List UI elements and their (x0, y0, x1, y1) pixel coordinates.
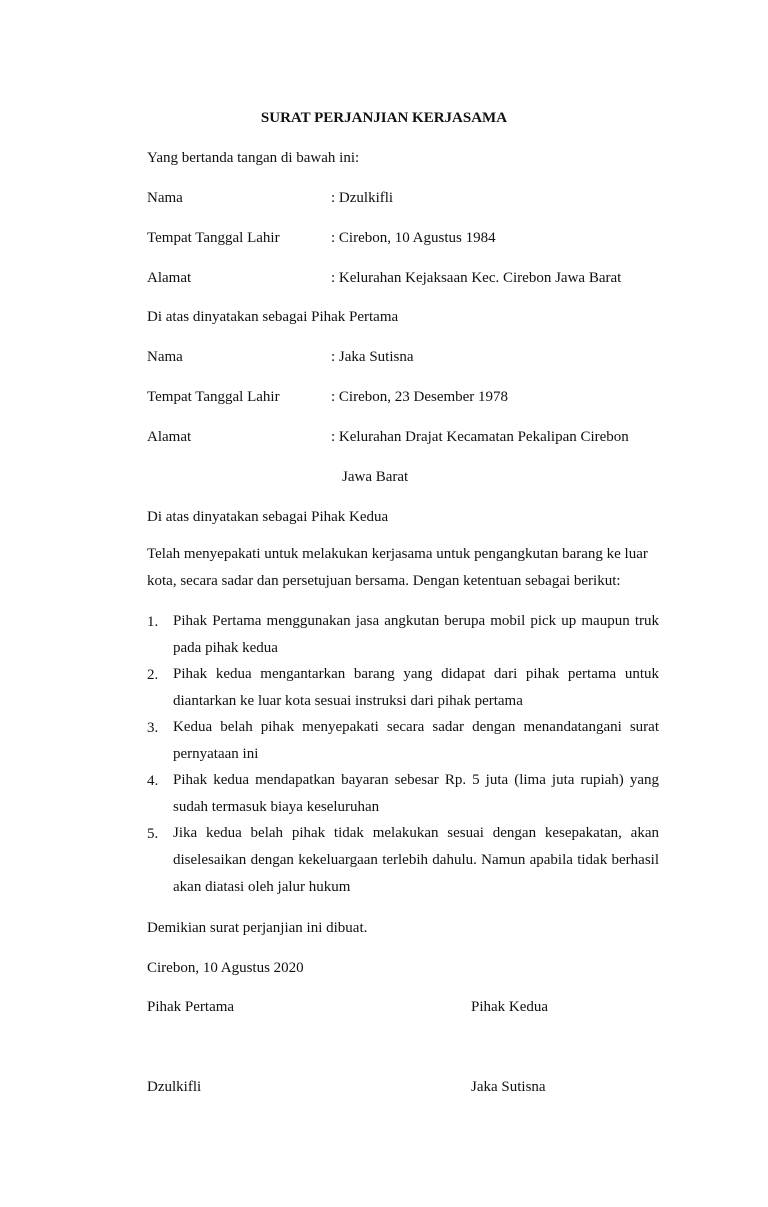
term-5-number: 5. (147, 826, 159, 842)
document-title: SURAT PERJANJIAN KERJASAMA (260, 110, 508, 126)
signature-left-role: Pihak Pertama (147, 999, 235, 1015)
party2-statement: Di atas dinyatakan sebagai Pihak Kedua (147, 509, 389, 525)
term-3-number: 3. (147, 720, 159, 736)
agreement-intro: Telah menyepakati untuk melakukan kerjasama untuk pengangkutan barang ke luar kota, secara sadar dan persetujuan bersama. Dengan ketentuan sebagai berikut: (147, 546, 648, 589)
signature-right-role: Pihak Kedua (471, 999, 549, 1015)
term-4-number: 4. (147, 773, 159, 789)
party2-address-label: Alamat (147, 429, 192, 445)
party1-address-value: : Kelurahan Kejaksaan Kec. Cirebon Jawa Barat (331, 270, 622, 286)
term-2-number: 2. (147, 667, 159, 683)
term-5-text: Jika kedua belah pihak tidak melakukan sesuai dengan kesepakatan, akan diselesaikan dengan kekeluargaan terlebih dahulu. Namun apabila tidak berhasil akan diatasi oleh jalur hukum (173, 825, 659, 895)
party2-birth-value: : Cirebon, 23 Desember 1978 (331, 389, 509, 405)
party1-birth-value: : Cirebon, 10 Agustus 1984 (331, 230, 496, 246)
term-1-text: Pihak Pertama menggunakan jasa angkutan berupa mobil pick up maupun truk pada pihak kedua (173, 613, 659, 656)
party2-birth-label: Tempat Tanggal Lahir (147, 389, 280, 405)
signature-right-name: Jaka Sutisna (471, 1079, 546, 1095)
term-3-text: Kedua belah pihak menyepakati secara sadar dengan menandatangani surat pernyataan ini (173, 719, 659, 762)
intro-text: Yang bertanda tangan di bawah ini: (147, 150, 360, 166)
place-date: Cirebon, 10 Agustus 2020 (147, 960, 304, 976)
party2-name-value: : Jaka Sutisna (331, 349, 414, 365)
party2-name-label: Nama (147, 349, 183, 365)
term-4-text: Pihak kedua mendapatkan bayaran sebesar Rp. 5 juta (lima juta rupiah) yang sudah termasuk biaya keseluruhan (173, 772, 659, 815)
party1-statement: Di atas dinyatakan sebagai Pihak Pertama (147, 309, 399, 325)
party1-birth-label: Tempat Tanggal Lahir (147, 230, 280, 246)
term-1-number: 1. (147, 614, 159, 630)
closing-text: Demikian surat perjanjian ini dibuat. (147, 920, 368, 936)
party2-address-value-line2: Jawa Barat (342, 469, 409, 485)
party1-name-label: Nama (147, 190, 183, 206)
term-2-text: Pihak kedua mengantarkan barang yang didapat dari pihak pertama untuk diantarkan ke luar kota sesuai instruksi dari pihak pertama (173, 666, 659, 709)
party1-name-value: : Dzulkifli (331, 190, 394, 206)
party2-address-value-line1: : Kelurahan Drajat Kecamatan Pekalipan Cirebon (331, 429, 629, 445)
party1-address-label: Alamat (147, 270, 192, 286)
signature-left-name: Dzulkifli (147, 1079, 202, 1095)
